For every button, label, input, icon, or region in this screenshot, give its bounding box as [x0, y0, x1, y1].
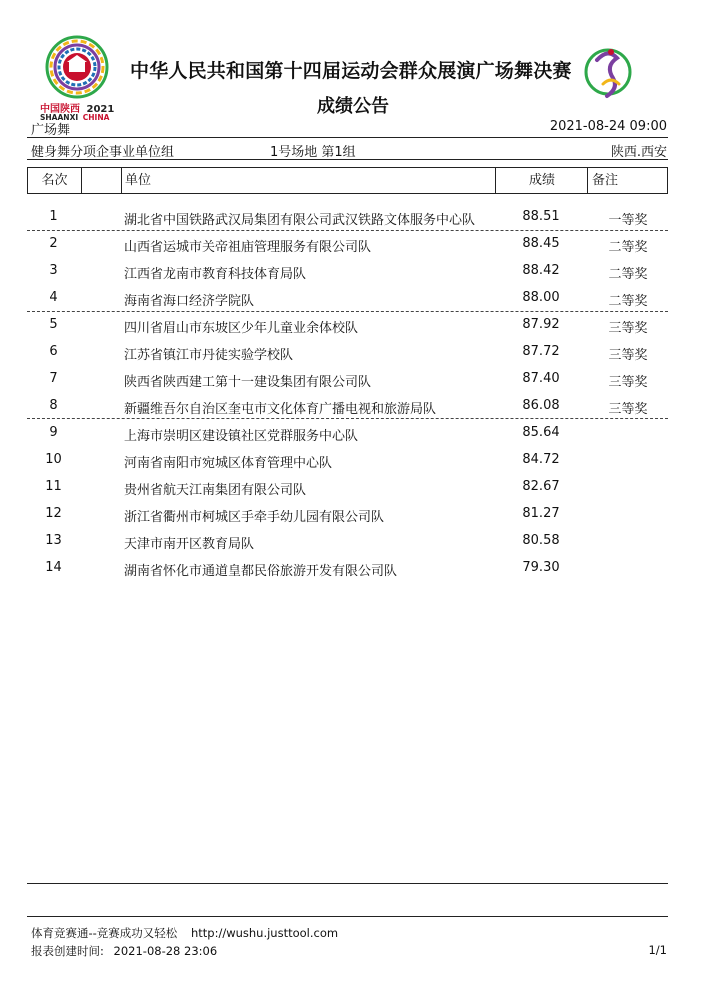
row-unit: 新疆维吾尔自治区奎屯市文化体育广播电视和旅游局队: [124, 402, 437, 417]
row-note: 一等奖: [608, 213, 648, 228]
row-rank: 4: [49, 290, 58, 305]
header-rank: 名次: [41, 173, 68, 188]
table-row: [27, 284, 668, 311]
row-unit: 湖北省中国铁路武汉局集团有限公司武汉铁路文体服务中心队: [124, 213, 476, 228]
row-unit: 海南省海口经济学院队: [124, 294, 255, 309]
footer-divider-top: [27, 883, 668, 884]
table-row: [27, 311, 668, 338]
row-unit: 河南省南阳市宛城区体育管理中心队: [124, 456, 333, 471]
page-number: 1/1: [648, 943, 667, 957]
row-note: 三等奖: [608, 321, 648, 336]
row-note: 三等奖: [608, 402, 648, 417]
table-row: [27, 365, 668, 392]
group-name: 健身舞分项企事业单位组: [31, 145, 175, 160]
row-score: 86.08: [522, 398, 560, 413]
row-rank: 13: [45, 533, 62, 548]
row-rank: 9: [49, 425, 58, 440]
row-unit: 陕西省陕西建工第十一建设集团有限公司队: [124, 375, 372, 390]
row-note: 二等奖: [608, 267, 648, 282]
row-rank: 8: [49, 398, 58, 413]
header-score: 成绩: [528, 173, 555, 188]
footer-url-link[interactable]: http://wushu.justtool.com: [190, 926, 339, 940]
row-unit: 江苏省镇江市丹徒实验学校队: [124, 348, 294, 363]
table-row: [27, 500, 668, 527]
row-note: 二等奖: [608, 240, 648, 255]
row-score: 82.67: [522, 479, 560, 494]
row-note: 三等奖: [608, 375, 648, 390]
meta-divider-bottom: [27, 159, 668, 160]
table-row: [27, 419, 668, 446]
row-score: 87.40: [522, 371, 560, 386]
row-unit: 江西省龙南市教育科技体育局队: [124, 267, 307, 282]
page-subtitle: 成绩公告: [317, 96, 389, 117]
row-rank: 12: [45, 506, 62, 521]
row-unit: 上海市崇明区建设镇社区党群服务中心队: [124, 429, 359, 444]
table-row: [27, 257, 668, 284]
row-score: 81.27: [522, 506, 560, 521]
header-unit: 单位: [125, 173, 152, 188]
row-rank: 6: [49, 344, 58, 359]
logo-text-year: 2021: [86, 104, 115, 115]
table-row: [27, 203, 668, 230]
header-divider: [81, 168, 82, 193]
table-row: [27, 392, 668, 419]
row-rank: 3: [49, 263, 58, 278]
row-rank: 5: [49, 317, 58, 332]
row-note: 三等奖: [608, 348, 648, 363]
table-row: [27, 473, 668, 500]
footer-created-value: 2021-08-28 23:06: [113, 944, 218, 958]
header-note: 备注: [592, 173, 619, 188]
header-divider: [121, 168, 122, 193]
table-row: [27, 527, 668, 554]
footer-divider: [27, 916, 668, 917]
footer-created-label: 报表创建时间:: [31, 944, 104, 958]
page-title: 中华人民共和国第十四届运动会群众展演广场舞决赛: [130, 60, 572, 82]
event-datetime: 2021-08-24 09:00: [549, 119, 667, 134]
row-score: 84.72: [522, 452, 560, 467]
row-score: 88.51: [522, 209, 560, 224]
header-divider: [587, 168, 588, 193]
row-score: 88.42: [522, 263, 560, 278]
row-rank: 14: [45, 560, 62, 575]
footer-created-line: [31, 943, 217, 959]
row-score: 80.58: [522, 533, 560, 548]
row-rank: 10: [45, 452, 62, 467]
event-name: 广场舞: [31, 123, 71, 138]
footer-site-line: [31, 925, 338, 941]
row-score: 87.92: [522, 317, 560, 332]
row-unit: 山西省运城市关帝祖庙管理服务有限公司队: [124, 240, 372, 255]
footer-site-name: 体育竞赛通--竞赛成功又轻松: [31, 926, 178, 940]
row-score: 88.45: [522, 236, 560, 251]
row-rank: 1: [49, 209, 58, 224]
meta-divider: [27, 137, 668, 138]
row-note: 二等奖: [608, 294, 648, 309]
row-unit: 天津市南开区教育局队: [124, 537, 255, 552]
location: 陕西.西安: [610, 145, 667, 160]
row-rank: 11: [45, 479, 62, 494]
row-score: 87.72: [522, 344, 560, 359]
row-unit: 贵州省航天江南集团有限公司队: [124, 483, 307, 498]
logo-text-china-shaanxi: 中国陕西: [40, 104, 80, 115]
row-unit: 四川省眉山市东坡区少年儿童业余体校队: [124, 321, 359, 336]
row-unit: 湖南省怀化市通道皇都民俗旅游开发有限公司队: [124, 564, 398, 579]
row-score: 79.30: [522, 560, 560, 575]
table-header: [27, 167, 668, 194]
row-unit: 浙江省衢州市柯城区手牵手幼儿园有限公司队: [124, 510, 385, 525]
table-row: [27, 446, 668, 473]
row-rank: 7: [49, 371, 58, 386]
table-row: [27, 338, 668, 365]
row-rank: 2: [49, 236, 58, 251]
logo-text-china: CHINA: [82, 113, 110, 122]
row-score: 85.64: [522, 425, 560, 440]
logo-text-shaanxi: SHAANXI: [40, 113, 79, 122]
table-row: [27, 554, 668, 581]
venue-info: 1号场地 第1组: [270, 145, 356, 160]
table-row: [27, 230, 668, 257]
row-score: 88.00: [522, 290, 560, 305]
